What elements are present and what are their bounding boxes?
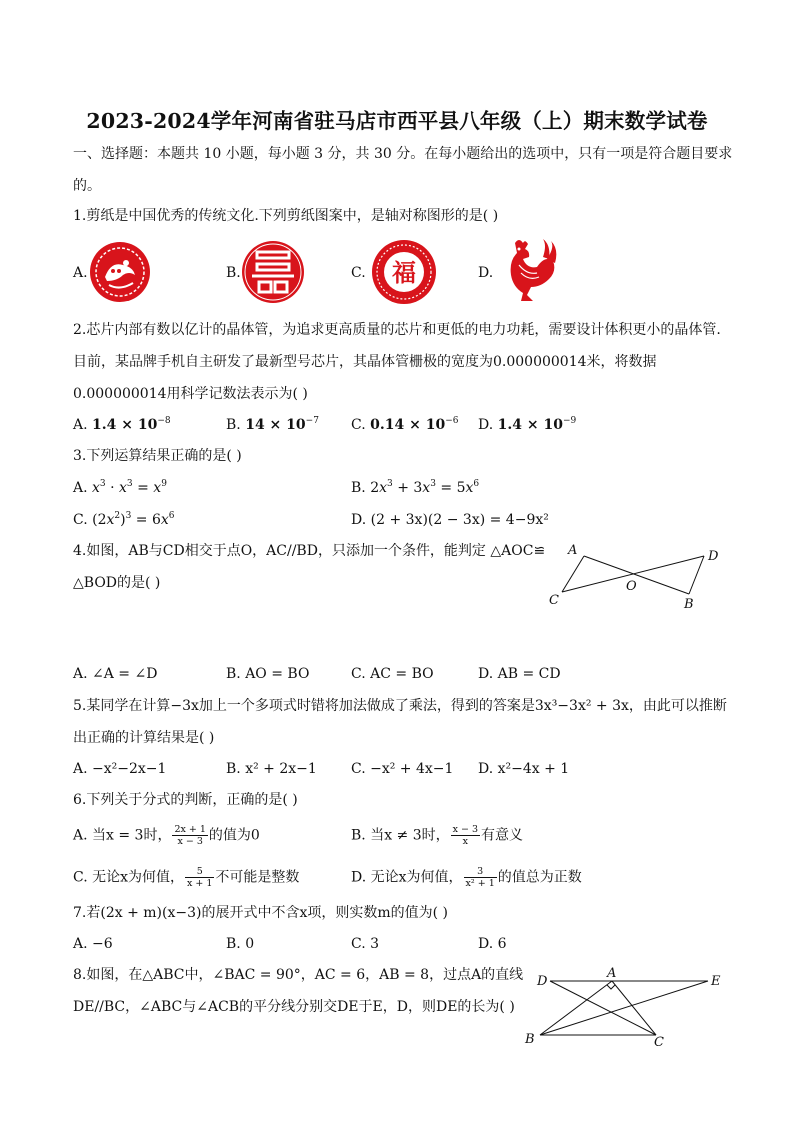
q1-option-a-label: A. — [73, 265, 88, 281]
q7-option-d: D. 6 — [478, 936, 507, 952]
q4-figure — [544, 540, 734, 620]
q7-option-c: C. 3 — [351, 936, 380, 952]
q3-stem: 3.下列运算结果正确的是( ) — [73, 448, 242, 464]
q2-stem-line1: 2.芯片内部有数以亿计的晶体管，为追求更高质量的芯片和更低的电力功耗，需要设计体积更小的晶体管. — [73, 322, 721, 338]
q6-option-a: A. 当x = 3时， $\frac{2x + 1}{x - 3}$ 的值为0 — [73, 824, 260, 847]
q4-point-D: D — [708, 549, 719, 564]
q4-point-B: B — [684, 597, 694, 612]
q5-stem-line2: 出正确的计算结果是( ) — [73, 730, 215, 746]
q7-option-b: B. 0 — [226, 936, 255, 952]
q4-point-A: A — [568, 543, 578, 558]
q4-option-a: A. ∠A = ∠D — [73, 666, 158, 682]
svg-text:福: 福 — [392, 259, 416, 287]
q1-option-d-label: D. — [478, 265, 494, 281]
q8-point-E: E — [711, 974, 721, 989]
q5-option-a: A. −x²−2x−1 — [73, 761, 167, 777]
round-peacock-papercut-icon — [89, 241, 151, 307]
q5-option-c: C. −x² + 4x−1 — [351, 761, 454, 777]
q8-stem-line2: DE//BC，∠ABC与∠ACB的平分线分别交DE于E，D，则DE的长为( ) — [73, 999, 515, 1015]
page-title: 2023-2024学年河南省驻马店市西平县八年级（上）期末数学试卷 — [86, 109, 708, 133]
q8-point-D: D — [537, 974, 548, 989]
q3-option-c: C. $(2x^2)^3 = 6x^6$ — [73, 511, 175, 528]
q6-option-b: B. 当x ≠ 3时， $\frac{x - 3}{x}$ 有意义 — [351, 824, 524, 847]
q4-option-c: C. AC = BO — [351, 666, 434, 682]
q3-option-d: D. (2 + 3x)(2 − 3x) = 4−9x² — [351, 512, 549, 528]
fu-character-papercut-icon — [370, 239, 438, 309]
q7-option-a: A. −6 — [73, 936, 113, 952]
q2-stem-line3: 0.000000014用科学记数法表示为( ) — [73, 386, 308, 402]
q3-option-b: B. $2x^3 + 3x^3 = 5x^6$ — [351, 479, 480, 496]
q1-option-b-label: B. — [226, 265, 241, 281]
q6-stem: 6.下列关于分式的判断，正确的是( ) — [73, 792, 298, 808]
q4-point-C: C — [549, 593, 559, 608]
section-heading-line2: 的。 — [73, 178, 101, 194]
q8-stem-line1: 8.如图，在△ABC中，∠BAC = 90°，AC = 6，AB = 8，过点A的直线 — [73, 967, 524, 983]
q8-point-A: A — [607, 966, 617, 981]
q3-option-a: A. $x^3 \cdot x^3 = x^9$ — [73, 479, 167, 496]
section-heading-line1: 一、选择题：本题共 10 小题，每小题 3 分，共 30 分。在每小题给出的选项中，只有一项是符合题目要求 — [73, 146, 733, 162]
q2-option-a: A. $1.4 \times 10^{-8}$ — [73, 416, 171, 433]
q5-option-d: D. x²−4x + 1 — [478, 761, 570, 777]
q4-point-O: O — [626, 579, 637, 594]
q2-option-b: B. $14 \times 10^{-7}$ — [226, 416, 319, 433]
q8-point-C: C — [654, 1035, 664, 1050]
q8-point-B: B — [525, 1032, 535, 1047]
q3-option-d-expr: (2 + 3x)(2 − 3x) = 4−9x² — [370, 512, 549, 528]
q4-option-b: B. AO = BO — [226, 666, 310, 682]
q4-stem-line1: 4.如图，AB与CD相交于点O，AC//BD，只添加一个条件，能判定 △AOC≌ — [73, 543, 546, 559]
q2-option-c: C. $0.14 \times 10^{-6}$ — [351, 416, 459, 433]
double-happiness-papercut-icon — [242, 240, 304, 308]
q5-option-b: B. x² + 2x−1 — [226, 761, 317, 777]
q1-stem: 1.剪纸是中国优秀的传统文化.下列剪纸图案中，是轴对称图形的是( ) — [73, 208, 499, 224]
q1-option-c-label: C. — [351, 265, 366, 281]
q4-stem-line2: △BOD的是( ) — [73, 575, 161, 591]
rooster-papercut-icon — [497, 235, 559, 311]
q6-option-c: C. 无论x为何值， $\frac{5}{x + 1}$ 不可能是整数 — [73, 866, 300, 889]
q6-option-d: D. 无论x为何值， $\frac{3}{\text{x² + 1}}$ 的值总为正数 — [351, 866, 582, 889]
q7-stem: 7.若(2x + m)(x−3)的展开式中不含x项，则实数m的值为( ) — [73, 905, 448, 921]
q5-stem-line1: 5.某同学在计算−3x加上一个多项式时错将加法做成了乘法，得到的答案是3x³−3x² + 3x，由此可以推断 — [73, 698, 727, 714]
q4-option-d: D. AB = CD — [478, 666, 561, 682]
q8-figure — [518, 965, 728, 1054]
q2-option-d: D. $1.4 \times 10^{-9}$ — [478, 416, 577, 433]
q2-stem-line2: 目前，某品牌手机自主研发了最新型号芯片，其晶体管栅极的宽度为0.000000014米，将数据 — [73, 354, 657, 370]
